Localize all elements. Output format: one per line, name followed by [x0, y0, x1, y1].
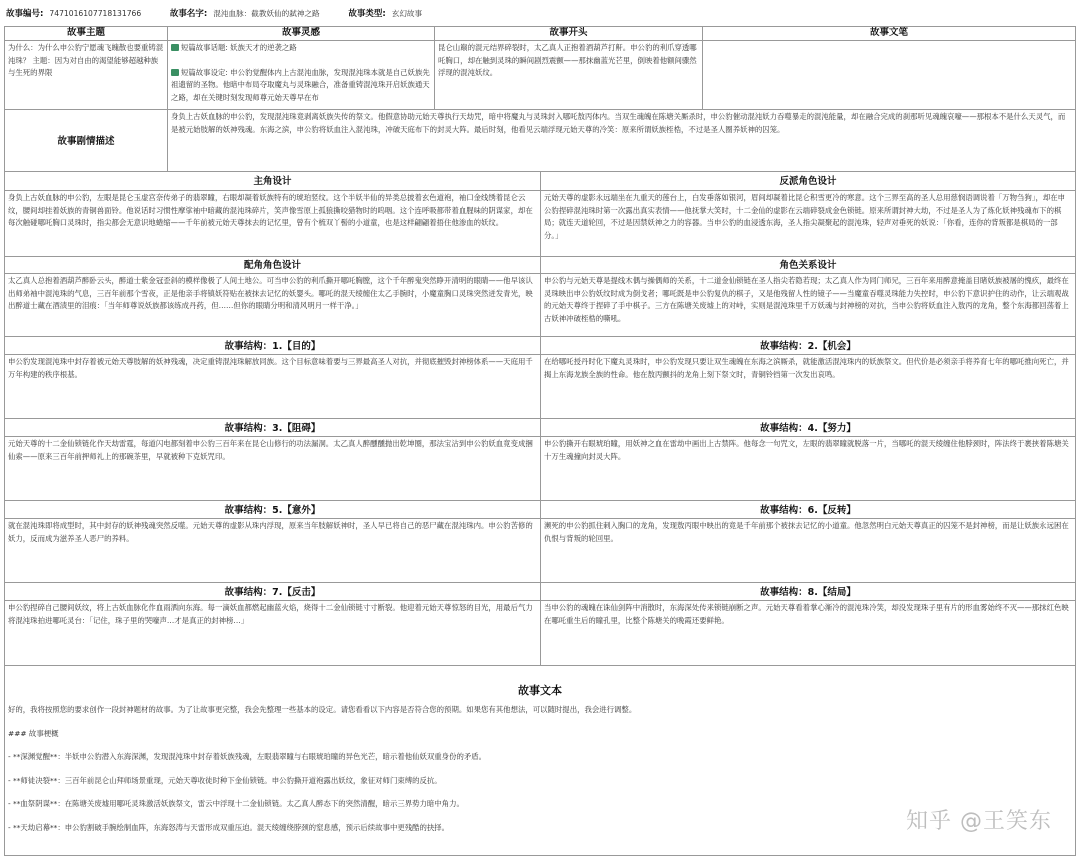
story-id-value: 7471016107718131766	[49, 9, 142, 18]
structure-6-cell: 濒死的申公豹抓住刺入胸口的龙角，发现敖丙眼中映出的竟是千年前那个被抹去记忆的小道童。他忽然明白元始天尊真正的囚笼不是封神榜，而是让妖族永远困在仇恨与背叛的轮回里。	[540, 518, 1076, 583]
structure-4-header: 故事结构：4.【努力】	[540, 418, 1076, 437]
structure-6-header: 故事结构：6.【反转】	[540, 500, 1076, 519]
protagonist-cell: 身负上古妖血脉的申公豹，左眼是昆仑玉虚宫奈传弟子的翡翠瞳，右眼却凝着妖族特有的琥珀竖纹。这个半妖半仙的异类总披着玄色道袍，袖口金线绣着昆仑云纹，腰间却挂着妖族的青铜兽面铃。他说话时习惯性摩挲袖中暗藏的混沌珠碎片，笑声像雪原上孤狼撕咬猎物时的呜咽。这个连呼吸都带着血腥味的阴谋家，却在每次触碰哪吒胸口灵珠时，指尖都会无意识地蜷缩——千年前被元始天尊抹去的记忆里，曾有个梳双丫髻的小道童，也是这样翩翩着捂住他渗血的妖纹。	[4, 190, 541, 257]
relations-header: 角色关系设计	[540, 256, 1076, 274]
antagonist-header: 反派角色设计	[540, 171, 1076, 191]
structure-1-header: 故事结构：1.【目的】	[4, 336, 541, 355]
story-outline-item: - **血祭阴谋**：在陈塘关废墟用哪吒灵珠激活妖族祭文，雷云中浮现十二金仙锁链。太乙真人醉态下的突然清醒，暗示三界势力暗中角力。	[8, 799, 464, 809]
book-icon	[171, 69, 179, 76]
story-outline-item: - **深渊觉醒**：半妖申公豹潜入东海深渊，发现混沌珠中封存着妖族残魂，左眼翡翠瞳与右眼琥珀瞳的异色光芒，暗示着他仙妖双重身份的矛盾。	[8, 752, 487, 762]
story-intro: 好的，我将按照您的要求创作一段封神题材的故事。为了让故事更完整，我会先整理一些基本的设定。请您看看以下内容是否符合您的预期。如果您有其他想法，可以随时提出，我会进行调整。	[8, 705, 637, 714]
story-type-value: 玄幻故事	[391, 9, 423, 18]
style-cell	[702, 40, 1076, 110]
plot-cell: 身负上古妖血脉的申公豹，发现混沌珠竟剥离妖族失传的祭文。他假意协助元始天尊执行天劫咒，暗中将魔丸与灵珠封入哪吒敖丙体内。当双生魂魄在陈塘关厮杀时，申公豹催动混沌妖力吞噬暴走的混沌能量，却在融合完成的刹那听见魂魄哀嚎——那根本不是什么天灵气，而是被元始肢解的妖神残魂。东海之滨，申公豹将妖血注入混沌珠，冲破天庭布下的封灵大阵。最后时刻，他看见云端浮现元始天尊的冷笑：原来所谓妖族桎梏，不过是圣人圈养妖神的囚笼。	[167, 109, 1076, 172]
opening-cell: 昆仑山巅的混元结界碎裂时，太乙真人正抱着酒葫芦打鼾。申公豹的利爪穿透哪吒胸口，却在触到灵珠的瞬间剧烈震颤——那抹幽蓝光芒里，倒映着他额间骤然浮现的混沌妖纹。	[434, 40, 703, 110]
plot-header: 故事剧情描述	[4, 109, 168, 172]
story-outline-item: - **师徒决裂**：三百年前昆仑山拜师场景重现，元始天尊收徒时种下金仙锁链。申公豹撕开道袍露出妖纹，象征对师门束缚的反抗。	[8, 775, 442, 785]
structure-2-header: 故事结构：2.【机会】	[540, 336, 1076, 355]
zhihu-watermark: 知乎 @王笑东	[906, 809, 1052, 835]
structure-7-header: 故事结构：7.【反击】	[4, 582, 541, 601]
inspiration-header: 故事灵感	[167, 26, 435, 41]
inspiration-cell	[167, 40, 435, 110]
story-text-header: 故事文本	[518, 684, 562, 697]
style-header: 故事文笔	[702, 26, 1076, 41]
story-name-label: 故事名字:	[169, 9, 208, 19]
supporting-cell: 太乙真人总抱着酒葫芦醉卧云头，醉道士紫金冠歪斜的模样像极了人间土地公。可当申公豹的利爪撕开哪吒胸膛，这个千年醉鬼突然睁开清明的眼睛——他早该认出师弟袖中混沌珠的气息，三百年前那个雪夜，正是他亲手将镇妖符贴在被抹去记忆的妖婴头。哪吒的混天绫缠住太乙手腕时，小魔童胸口灵珠突然迸发青光，映出醉道士藏在酒渍里的泪痕：「当年师尊说妖族都该练成丹药，但……但你的眼睛分明和清风明月一样干净。」	[4, 273, 541, 337]
structure-7-cell: 申公豹捏碎自己腰间妖纹，将上古妖血脉化作血雨洒向东海。每一滴妖血都燃起幽蓝火焰，烧得十二金仙锁链寸寸断裂。他迎着元始天尊惊怒的目光，用最后气力将混沌珠拍进哪吒灵台：「记住，珠子里的哭嚎声…才是真正的封神榜…」	[4, 600, 541, 666]
opening-header: 故事开头	[434, 26, 703, 41]
structure-5-cell: 就在混沌珠即将成型时，其中封存的妖神残魂突然反噬。元始天尊的虚影从珠内浮现，原来当年肢解妖神时，圣人早已将自己的恶尸藏在混沌珠内。申公豹苦修的妖力，反而成为滋养圣人恶尸的养料。	[4, 518, 541, 583]
structure-4-cell: 申公豹撕开右眼琥珀瞳，用妖神之血在雷劫中画出上古禁阵。他每念一句咒文，左眼的翡翠瞳就脱落一片，当哪吒的混天绫缠住他脖颈时，阵法终于裹挟着陈塘关十万生魂撞向封灵大阵。	[540, 436, 1076, 501]
story-outline-item: - **天劫启幕**：申公豹割破手腕绘制血阵，东海怒涛与天雷形成双重压迫。混天绫缠绕脖颈的窒息感，预示后续故事中更残酷的抉择。	[8, 822, 450, 832]
story-id-label: 故事编号:	[6, 9, 44, 19]
story-outline-title: ### 故事梗概	[8, 728, 59, 738]
inspiration-topic: 短篇故事话题: 妖族天才的逆袭之路	[181, 43, 297, 52]
structure-2-cell: 在给哪吒授丹时化下魔丸灵珠时，申公豹发现只要让双生魂魄在东海之滨厮杀，就能激活混沌珠内的妖族祭文。但代价是必须亲手将养育七年的哪吒推向死亡，并揭上东海龙族全族的性命。他在敖丙颤抖的龙角上刻下祭文时，青铜铃铛第一次发出哀鸣。	[540, 354, 1076, 419]
story-type-label: 故事类型:	[348, 9, 386, 19]
structure-1-cell: 申公豹发现混沌珠中封存着被元始天尊肢解的妖神残魂，决定重铸混沌珠解放同族。这个目标意味着要与三界最高圣人对抗，并彻底摧毁封神榜体系——天庭用千万年构建的秩序根基。	[4, 354, 541, 419]
protagonist-header: 主角设计	[4, 171, 541, 191]
structure-8-cell: 当申公豹的魂魄在诛仙剑阵中消散时，东海深处传来锁链崩断之声。元始天尊看着掌心渐冷的混沌珠冷笑，却没发现珠子里有片的形血雾始终不灭——那抹红色映在哪吒重生后的瞳孔里，比整个陈塘关的晚霞还要鲜艳。	[540, 600, 1076, 666]
relations-cell: 申公豹与元始天尊是提线木偶与操偶师的关系，十二道金仙锁链在圣人指尖若隐若现；太乙真人作为同门师兄，三百年来用醉意掩盖目睹妖族被屠的愧疚，最终在灵珠映出申公豹妖纹时成为倒戈者；哪吒既是申公豹复仇的棋子，又是他残留人性的镜子——当魔童吞噬灵珠能力失控时，申公豹下意识护住的动作，让云端观战的元始天尊终于捏碎了手中棋子。三方在陈塘关废墟上的对峙，实则是混沌珠里千万妖魂与封神榜的对抗，当申公豹将妖血注入敖丙的龙角，整个东海都回荡着上古妖神冲破桎梏的嘶吼。	[540, 273, 1076, 337]
structure-3-cell: 元始天尊的十二金仙锁链化作天劫雷霆，每道闪电都刻着申公豹三百年来在昆仑山修行的功法漏洞。太乙真人醉醺醺抛出乾坤圈，那法宝沾到申公豹妖血竟变成捆仙索——原来三百年前押师礼上的那碗茶里，早就被种下克妖咒印。	[4, 436, 541, 501]
inspiration-setting: 短篇故事设定: 申公豹觉醒体内上古混沌血脉，发现混沌珠本就是自己妖族先祖遗留的圣物。他暗中布局夺取魔丸与灵珠融合，准备重铸混沌珠开启妖族通天之路，却在关键时刻发现师尊元始天尊早在布	[171, 67, 430, 102]
theme-cell: 为什么：为什么申公豹宁愿魂飞魄散也要重铸混沌珠？ 主题：因为对自由的渴望能够超越种族与生死的界限	[4, 40, 168, 110]
structure-8-header: 故事结构：8.【结局】	[540, 582, 1076, 601]
structure-5-header: 故事结构：5.【意外】	[4, 500, 541, 519]
antagonist-cell: 元始天尊的虚影永远端坐在九重天的莲台上，白发垂落如银河，眉间却凝着比昆仑积雪更冷的寒意。这个三界至高的圣人总用慈悯语调说着「万物刍狗」，却在申公豹捏碎混沌珠时第一次露出真实表情——他抚掌大笑时，十二金仙的虚影在云端碎裂成金色锁链。原来所谓封神大劫，不过是圣人为了炼化妖神残魂布下的棋局；就连天道轮回，不过是因禁妖神之力的容器。当申公豹的血浸透东海，圣人指尖凝聚起的混沌珠，轻声对垂死的妖说：「你看，连你的背叛都是棋局的一部分。」	[540, 190, 1076, 257]
book-icon	[171, 44, 179, 51]
supporting-header: 配角角色设计	[4, 256, 541, 274]
story-name-value: 混沌血脉：截教妖仙的弑神之路	[213, 9, 320, 18]
story-meta-row	[6, 8, 448, 21]
theme-header: 故事主题	[4, 26, 168, 41]
structure-3-header: 故事结构：3.【阻碍】	[4, 418, 541, 437]
